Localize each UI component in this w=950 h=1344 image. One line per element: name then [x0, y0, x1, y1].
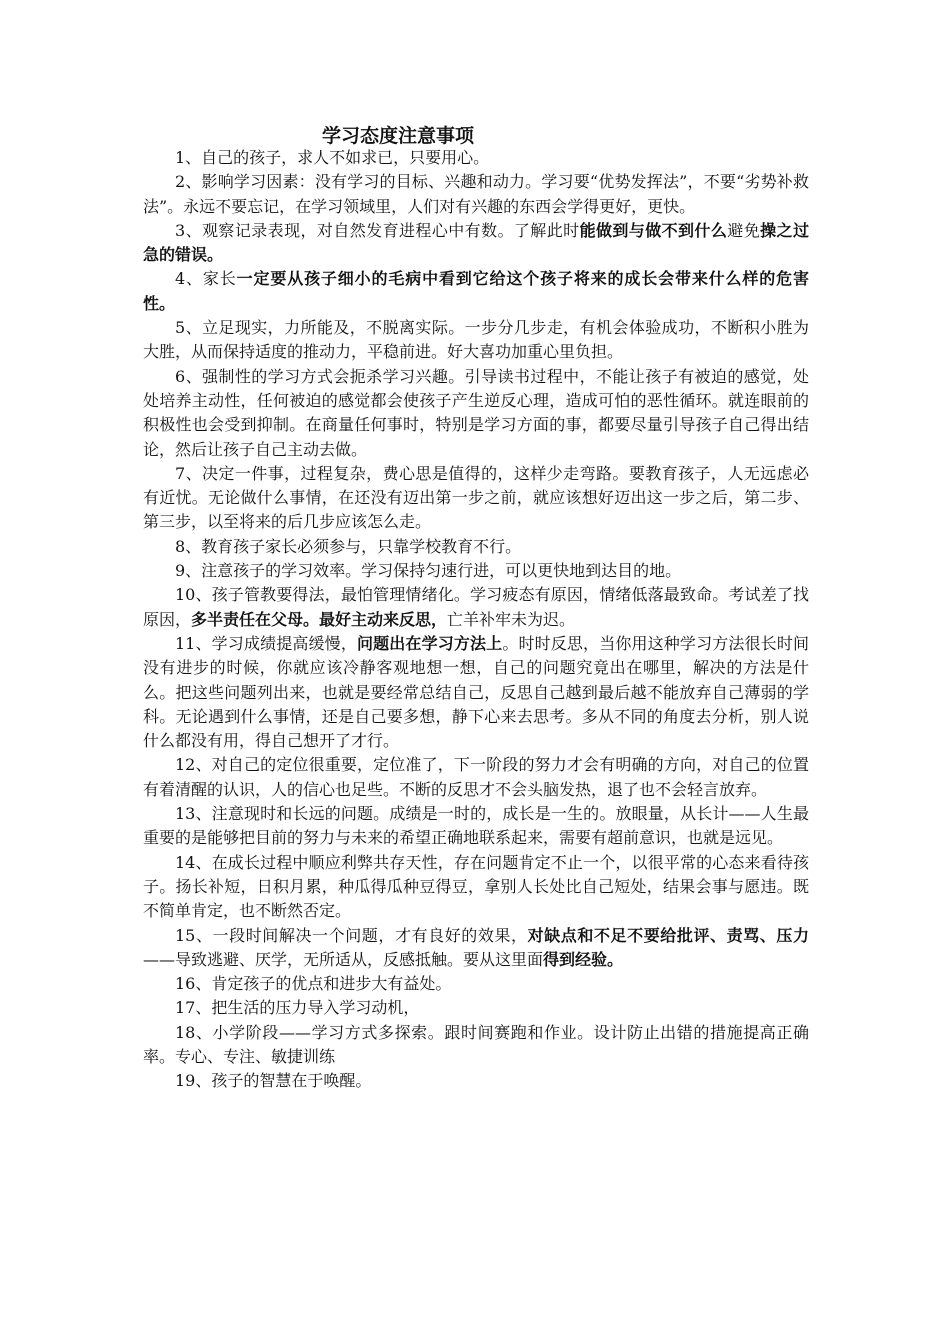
bold-text: 对缺点和不足不要给批评、责骂、压力 [527, 925, 809, 945]
paragraph-17 [143, 996, 809, 1020]
paragraph-9 [143, 559, 809, 583]
text-run: 10、孩子管教要得法，最怕管理情绪化。学习疲态有原因，情绪低落最致命。考试差了找原因， [143, 585, 809, 629]
paragraph-18 [143, 1021, 809, 1070]
bold-text: 一定要从孩子细小的毛病中看到它给这个孩子将来的成长会带来什么样的危害性。 [143, 269, 809, 313]
text-run: 8、教育孩子家长必须参与，只靠学校教育不行。 [175, 536, 522, 556]
bold-text: 多半责任在父母。最好主动来反思， [191, 609, 448, 629]
paragraph-15 [143, 924, 809, 973]
paragraph-1 [143, 146, 809, 170]
text-run: 5、立足现实，力所能及，不脱离实际。一步分几步走，有机会体验成功，不断积小胜为大胜，从而保持适度的推动力，平稳前进。好大喜功加重心里负担。 [143, 318, 809, 362]
bold-text: 问题出在学习方法上 [356, 633, 503, 653]
paragraph-5 [143, 316, 809, 365]
text-run: ——导致逃避、厌学，无所适从，反感抵触。要从这里面 [143, 949, 544, 969]
text-run: 4、家长 [175, 269, 237, 289]
text-run: 13、注意现时和长远的问题。成绩是一时的，成长是一生的。放眼量，从长计——人生最重要的是能够把目前的努力与未来的希望正确地联系起来，需要有超前意识，也就是远见。 [143, 804, 809, 848]
paragraph-13 [143, 802, 809, 851]
paragraph-11 [143, 632, 809, 753]
text-run: 17、把生活的压力导入学习动机， [175, 998, 420, 1018]
paragraph-4 [143, 267, 809, 316]
text-run: 19、孩子的智慧在于唤醒。 [175, 1071, 372, 1091]
text-run: 避免 [727, 220, 761, 240]
text-run: 7、决定一件事，过程复杂，费心思是值得的，这样少走弯路。要教育孩子，人无远虑必有近忧。无论做什么事情，在还没有迈出第一步之前，就应该想好迈出这一步之后，第二步、第三步，以至将来的后几步应该怎么走。 [143, 463, 809, 532]
bold-text: 操之过急的错误。 [143, 220, 809, 265]
text-run: 9、注意孩子的学习效率。学习保持匀速行进，可以更快地到达目的地。 [175, 561, 682, 581]
paragraph-19 [143, 1069, 809, 1093]
text-run: 。时时反思，当你用这种学习方法很长时间没有进步的时候，你就应该冷静客观地想一想，自己的问题究竟出在哪里，解决的方法是什么。把这些问题列出来，也就是要经常总结自己，反思自己越到最后越不能放弃自己薄弱的学科。无论遇到什么事情，还是自己要多想，静下心来去思考。多从不同的角度去分析，别人说什么都没有用，得自己想开了才行。 [143, 633, 809, 751]
text-run: 3、观察记录表现，对自然发育进程心中有数。了解此时 [175, 220, 580, 240]
text-run: 16、肯定孩子的优点和进步大有益处。 [175, 974, 452, 994]
document-title: 学习态度注意事项 [322, 125, 475, 147]
text-run: 14、在成长过程中顺应利弊共存天性，存在问题肯定不止一个，以很平常的心态来看待孩子。扬长补短，日积月累，种瓜得瓜种豆得豆，拿别人长处比自己短处，结果会事与愿违。既不简单肯定，也不断然否定。 [143, 852, 809, 921]
paragraph-16 [143, 972, 809, 996]
paragraph-3 [143, 219, 809, 268]
text-run: 12、对自己的定位很重要，定位准了，下一阶段的努力才会有明确的方向，对自己的位置有着清醒的认识，人的信心也足些。不断的反思才不会头脑发热，退了也不会轻言放弃。 [143, 755, 809, 799]
text-run: 11、学习成绩提高缓慢， [175, 633, 357, 653]
paragraph-2 [143, 170, 809, 219]
bold-text: 能做到与做不到什么 [579, 220, 728, 240]
text-run: 1、自己的孩子，求人不如求已，只要用心。 [175, 148, 490, 167]
text-run: 6、强制性的学习方式会扼杀学习兴趣。引导读书过程中，不能让孩子有被迫的感觉，处处培养主动性，任何被迫的感觉都会使孩子产生逆反心理，造成可怕的恶性循环。就连眼前的积极性也会受到抑制。在商量任何事时，特别是学习方面的事，都要尽量引导孩子自己得出结论，然后让孩子自己主动去做。 [143, 366, 809, 459]
paragraph-14 [143, 851, 809, 924]
paragraph-10 [143, 583, 809, 632]
text-run: 2、影响学习因素：没有学习的目标、兴趣和动力。学习要“优势发挥法”，不要“劣势补救法”。永远不要忘记，在学习领域里，人们对有兴趣的东西会学得更好，更快。 [143, 172, 809, 216]
paragraph-6 [143, 365, 809, 462]
paragraph-12 [143, 753, 809, 802]
document-body [143, 146, 809, 1094]
bold-text: 得到经验。 [543, 949, 624, 969]
paragraph-8 [143, 535, 809, 559]
text-run: 18、小学阶段——学习方式多探索。跟时间赛跑和作业。设计防止出错的措施提高正确率。专心、专注、敏捷训练 [143, 1022, 809, 1066]
text-run: 亡羊补牢未为迟。 [447, 609, 576, 629]
text-run: 15、一段时间解决一个问题，才有良好的效果， [175, 925, 528, 945]
paragraph-7 [143, 462, 809, 535]
